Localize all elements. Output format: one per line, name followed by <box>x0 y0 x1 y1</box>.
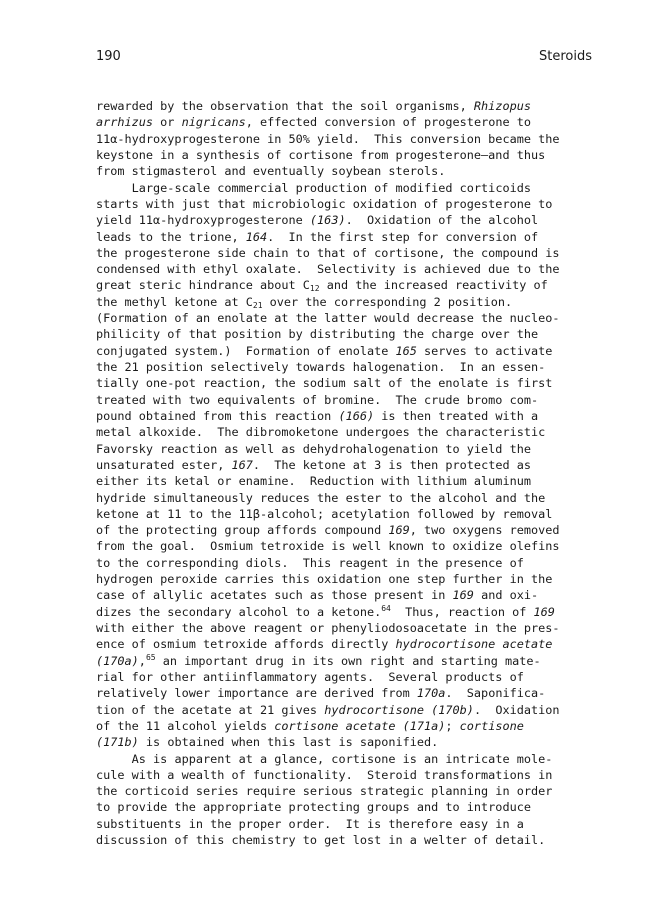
text-line: rewarded by the observation that the soil organisms, Rhizopus <box>96 99 531 113</box>
text-line: 11α-hydroxyprogesterone in 50% yield. This conversion became the <box>96 131 560 146</box>
text-line: from stigmasterol and eventually soybean sterols. <box>96 164 446 179</box>
text-line: substituents in the proper order. It is therefore easy in a <box>96 816 524 831</box>
text-line: to the corresponding diols. This reagent in the presence of <box>96 555 524 570</box>
text-line: hydrogen peroxide carries this oxidation one step further in the <box>96 572 553 587</box>
text-line: the progesterone side chain to that of cortisone, the compound is <box>96 245 560 260</box>
text-line: tially one-pot reaction, the sodium salt of the enolate is first <box>96 376 553 391</box>
paragraph-start-line: As is apparent at a glance, cortisone is an intricate mole- <box>131 751 553 766</box>
text-line: arrhizus or nigricans, effected conversion of progesterone to <box>96 115 531 130</box>
text-line: starts with just that microbiologic oxidation of progesterone to <box>96 196 553 211</box>
text-line: conjugated system.) Formation of enolate 165 serves to activate <box>96 343 553 358</box>
text-line: tion of the acetate at 21 gives hydrocortisone (170b). Oxidation <box>96 702 560 717</box>
running-title: Steroids <box>539 49 592 64</box>
text-line: to provide the appropriate protecting groups and to introduce <box>96 800 531 815</box>
text-line: the methyl ketone at $C_{21}$ over the corresponding 2 position. <box>96 294 513 310</box>
paragraph-start-line: Large-scale commercial production of modified corticoids <box>131 180 531 195</box>
page-header <box>96 49 592 69</box>
text-line: the corticoid series require serious strategic planning in order <box>96 784 553 799</box>
text-line: case of allylic acetates such as those present in 169 and oxi- <box>96 588 539 603</box>
text-line: of the protecting group affords compound 169, two oxygens removed <box>96 523 560 538</box>
body-text <box>96 98 596 848</box>
text-line: pound obtained from this reaction (166) is then treated with a <box>96 408 539 423</box>
text-line: ence of osmium tetroxide affords directly hydrocortisone acetate <box>96 637 553 652</box>
text-line: dizes the secondary alcohol to a ketone.$^{64}$ Thus, reaction of 169 <box>96 603 555 619</box>
text-line: hydride simultaneously reduces the ester to the alcohol and the <box>96 490 546 505</box>
text-line: (170a),$^{65}$ an important drug in its own right and starting mate- <box>96 652 541 668</box>
text-line: Favorsky reaction as well as dehydrohalogenation to yield the <box>96 441 531 456</box>
text-line: philicity of that position by distributing the charge over the <box>96 327 539 342</box>
text-line: (171b) is obtained when this last is saponified. <box>96 735 439 750</box>
text-line: treated with two equivalents of bromine. The crude bromo com- <box>96 392 539 407</box>
text-line: from the goal. Osmium tetroxide is well known to oxidize olefins <box>96 539 560 554</box>
text-line: (Formation of an enolate at the latter would decrease the nucleo- <box>96 311 560 326</box>
text-line: leads to the trione, 164. In the first step for conversion of <box>96 229 539 244</box>
text-line: keystone in a synthesis of cortisone from progesterone—and thus <box>96 147 546 162</box>
text-line: metal alkoxide. The dibromoketone undergoes the characteristic <box>96 425 546 440</box>
text-line: great steric hindrance about $C_{12}$ and the increased reactivity of <box>96 278 548 294</box>
text-line: of the 11 alcohol yields cortisone acetate (171a); cortisone <box>96 718 524 733</box>
text-line: condensed with ethyl oxalate. Selectivity is achieved due to the <box>96 262 560 277</box>
text-line: with either the above reagent or phenyliodosoacetate in the pres- <box>96 621 560 635</box>
text-line: the 21 position selectively towards halogenation. In an essen- <box>96 360 546 374</box>
text-line: unsaturated ester, 167. The ketone at 3 is then protected as <box>96 457 531 472</box>
text-line: ketone at 11 to the 11β-alcohol; acetylation followed by removal <box>96 506 553 521</box>
text-line: relatively lower importance are derived from 170a. Saponifica- <box>96 686 546 701</box>
text-line: yield 11α-hydroxyprogesterone (163). Oxidation of the alcohol <box>96 213 539 228</box>
text-line: either its ketal or enamine. Reduction with lithium aluminum <box>96 474 531 489</box>
text-line: cule with a wealth of functionality. Steroid transformations in <box>96 767 553 782</box>
text-line: rial for other antiinflammatory agents. Several products of <box>96 669 524 684</box>
text-line: discussion of this chemistry to get lost in a welter of detail. <box>96 833 546 848</box>
page-number: 190 <box>96 49 121 64</box>
